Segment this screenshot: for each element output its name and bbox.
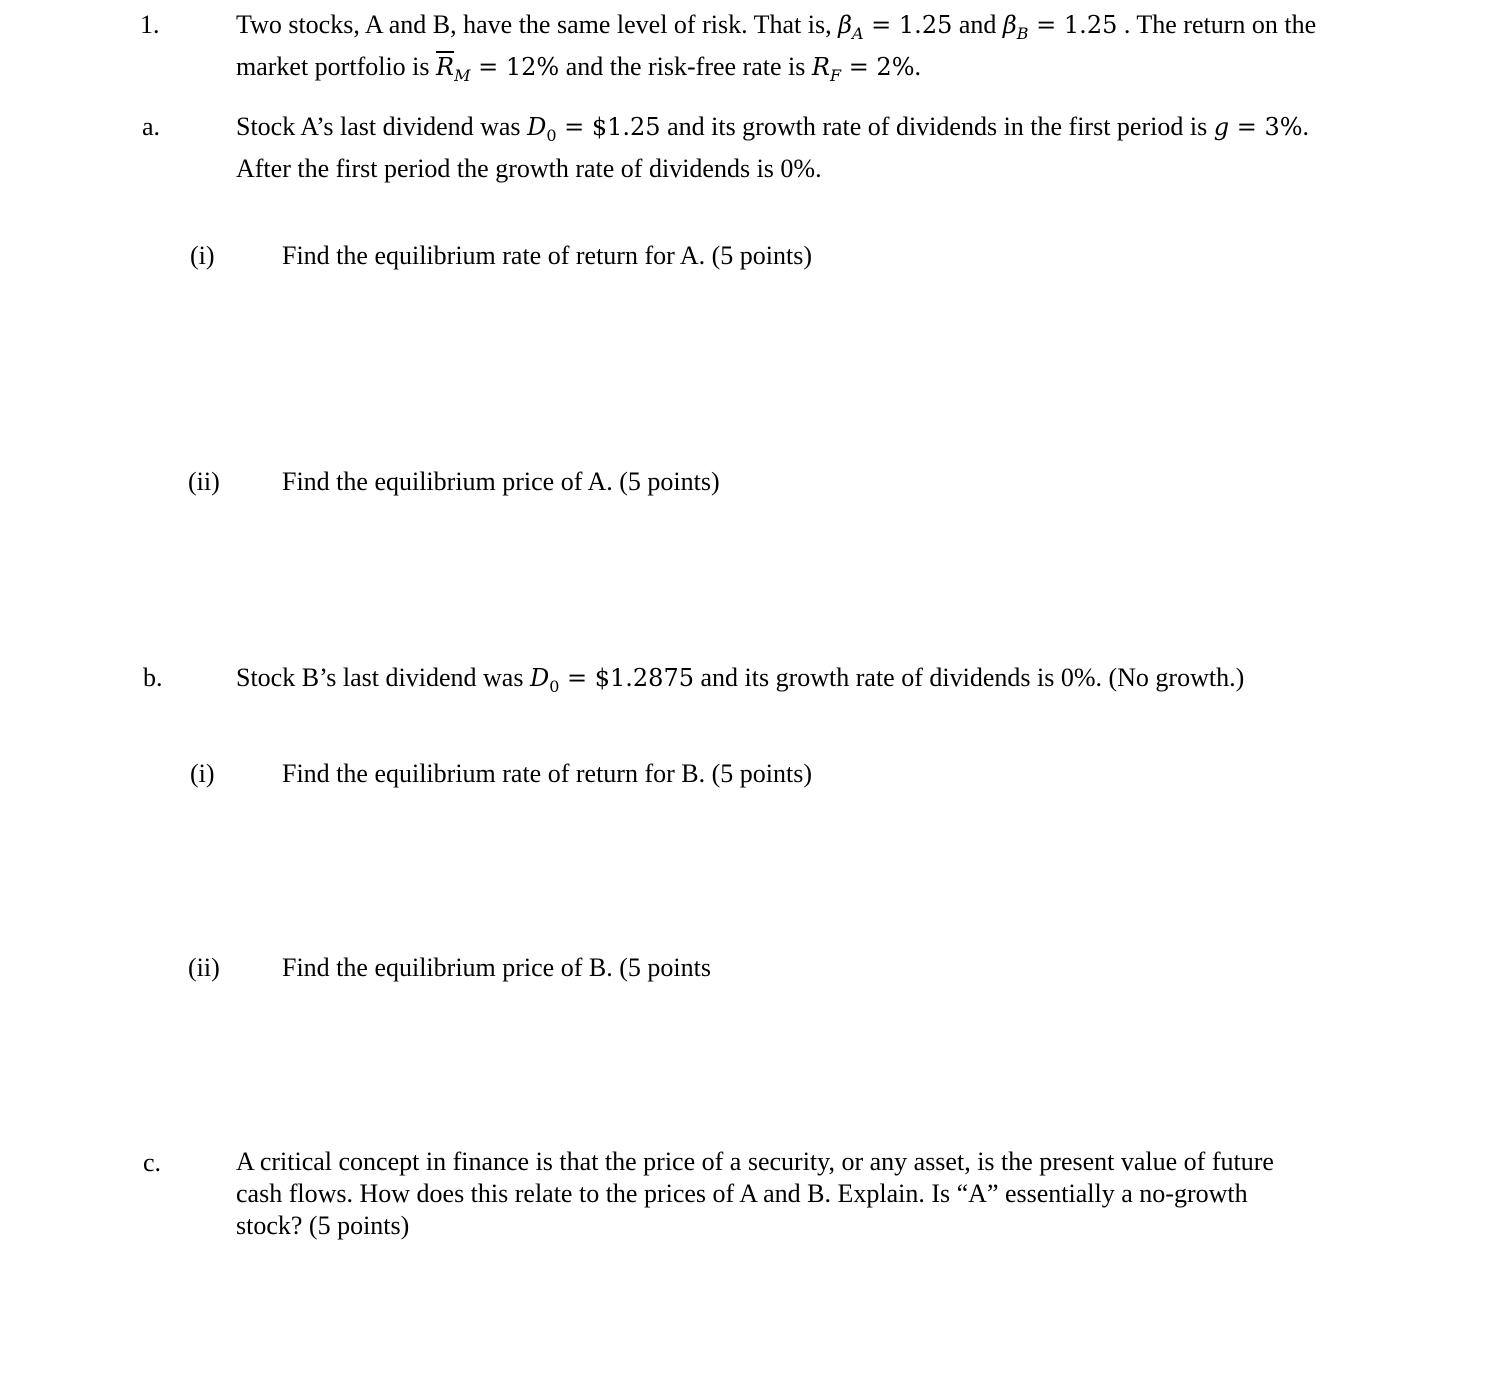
- part-a-statement: Stock A’s last dividend was $D_0$ = $1.25 and its growth rate of dividends in the first period is g = 3%. After the first period the growth rate of dividends is 0%.: [236, 112, 1310, 183]
- sub-label: (ii): [188, 467, 220, 496]
- part-b-statement: Stock B’s last dividend was $D_0$ = $1.2875 and its growth rate of dividends is 0%. (No growth.): [236, 663, 1245, 696]
- sub-question-text: Find the equilibrium rate of return for A. (5 points): [282, 241, 813, 270]
- question-number: 1.: [140, 10, 160, 39]
- sub-question-text: Find the equilibrium rate of return for B. (5 points): [282, 759, 813, 788]
- sub-label: (i): [190, 759, 215, 788]
- intro-text-2: . The return on the market portfolio is: [236, 10, 1317, 81]
- beta-b-formula: $\beta_B = 1.25$: [1002, 11, 1118, 43]
- dividend-b-formula: $D_0$ = $1.2875: [529, 664, 694, 696]
- sub-label: (ii): [188, 953, 220, 982]
- part-a-label: a.: [142, 112, 161, 141]
- sub-question-text: Find the equilibrium price of A. (5 points): [282, 467, 720, 496]
- intro-text-3: and the risk-free rate is: [559, 52, 812, 81]
- beta-a-formula: $\beta_A = 1.25$: [838, 11, 953, 43]
- part-c-statement: A critical concept in finance is that the price of a security, or any asset, is the present value of future cash flows. How does this relate to the prices of A and B. Explain. Is “A” essentially a no-growth stock? (5 points): [236, 1147, 1274, 1240]
- part-b-label: b.: [143, 663, 163, 692]
- sub-label: (i): [190, 241, 215, 270]
- sub-question-text: Find the equilibrium price of B. (5 points: [282, 953, 711, 982]
- question-1-intro: Two stocks, A and B, have the same level of risk. That is, $\beta_A = 1.25$ and $\beta_B = 1.25$ . The return on the market portfolio is $\overline{R}_M = 12\%$ and the risk-free rate is $R_F = 2\%$.: [236, 10, 1317, 85]
- market-return-formula: $\overline{R}_M = 12\%$: [436, 53, 560, 85]
- growth-rate-formula: g = 3%: [1213, 113, 1303, 141]
- dividend-a-formula: $D_0$ = $1.25: [527, 113, 661, 145]
- part-c-label: c.: [143, 1148, 162, 1177]
- and-text: and: [952, 10, 1003, 39]
- intro-text-1: Two stocks, A and B, have the same level of risk. That is,: [236, 10, 839, 39]
- risk-free-formula: $R_F = 2\%$: [811, 53, 915, 85]
